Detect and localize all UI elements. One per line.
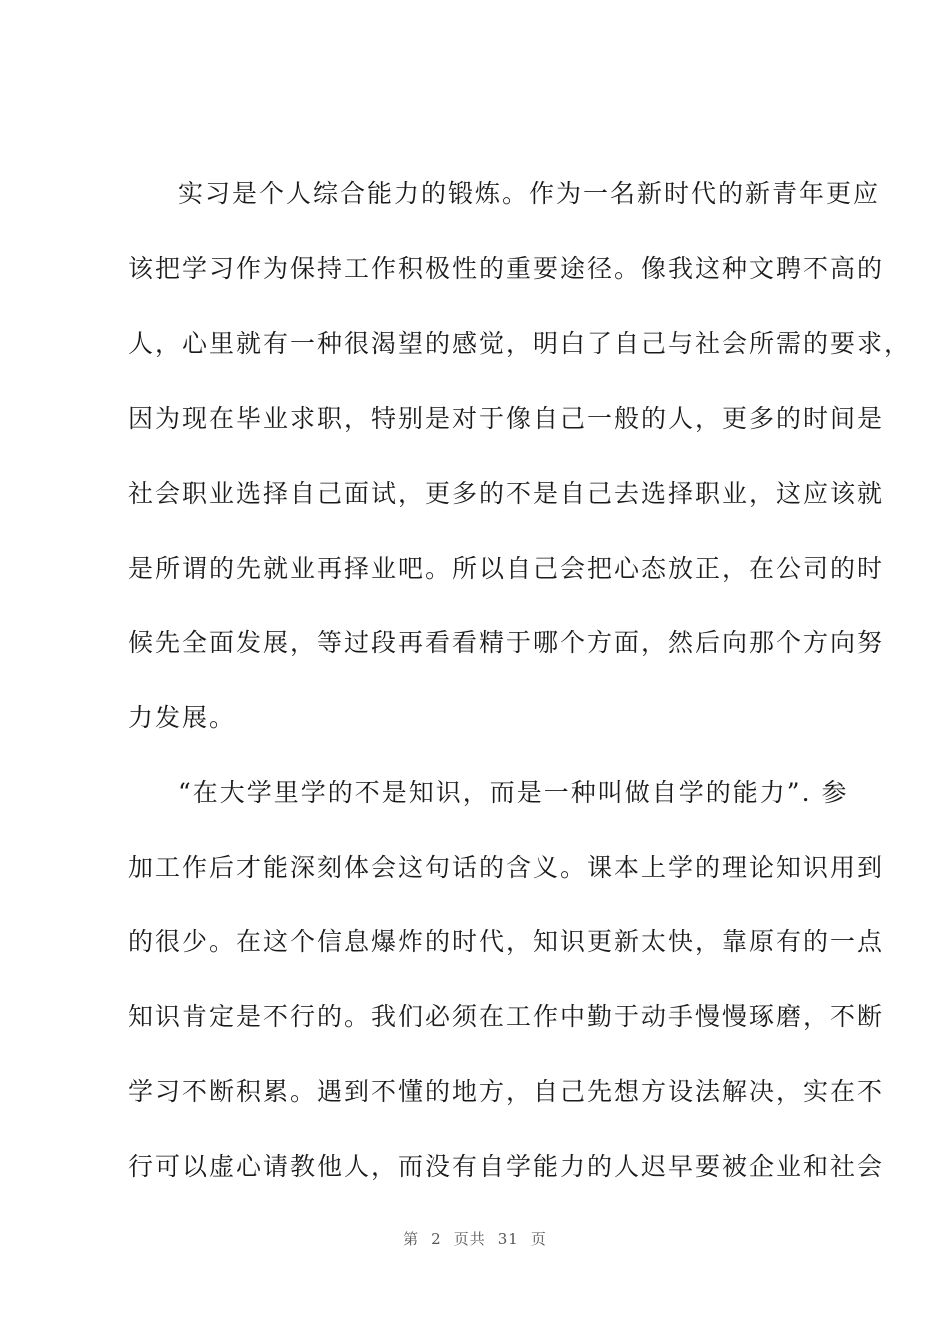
text-line: 知识肯定是不行的。我们必须在工作中勤于动手慢慢琢磨，不断 bbox=[128, 1002, 885, 1031]
text-line: 社会职业选择自己面试，更多的不是自己去选择职业，这应该就 bbox=[128, 479, 885, 508]
footer-total-pages: 31 bbox=[497, 1230, 519, 1248]
text-line: 是所谓的先就业再择业吧。所以自己会把心态放正，在公司的时 bbox=[128, 554, 885, 583]
text-line: 加工作后才能深刻体会这句话的含义。课本上学的理论知识用到 bbox=[128, 853, 885, 882]
text-line: 行可以虚心请教他人，而没有自学能力的人迟早要被企业和社会 bbox=[128, 1152, 885, 1181]
text-line: “在大学里学的不是知识，而是一种叫做自学的能力”. 参 bbox=[178, 778, 849, 807]
text-line: 学习不断积累。遇到不懂的地方，自己先想方设法解决，实在不 bbox=[128, 1077, 885, 1106]
text-line: 该把学习作为保持工作积极性的重要途径。像我这种文聘不高的 bbox=[128, 254, 885, 283]
text-line: 力发展。 bbox=[128, 703, 237, 732]
footer-middle: 页共 bbox=[453, 1230, 486, 1248]
footer-prefix: 第 bbox=[403, 1230, 420, 1248]
text-line: 人，心里就有一种很渴望的感觉，明白了自己与社会所需的要求， bbox=[128, 329, 912, 358]
footer-suffix: 页 bbox=[530, 1230, 547, 1248]
text-line: 的很少。在这个信息爆炸的时代，知识更新太快，靠原有的一点 bbox=[128, 927, 885, 956]
text-line: 因为现在毕业求职，特别是对于像自己一般的人，更多的时间是 bbox=[128, 404, 885, 433]
footer-page-number: 2 bbox=[431, 1230, 442, 1248]
text-line: 实习是个人综合能力的锻炼。作为一名新时代的新青年更应 bbox=[178, 179, 881, 208]
text-line: 候先全面发展，等过段再看看精于哪个方面，然后向那个方向努 bbox=[128, 628, 885, 657]
page-footer bbox=[0, 1228, 950, 1249]
